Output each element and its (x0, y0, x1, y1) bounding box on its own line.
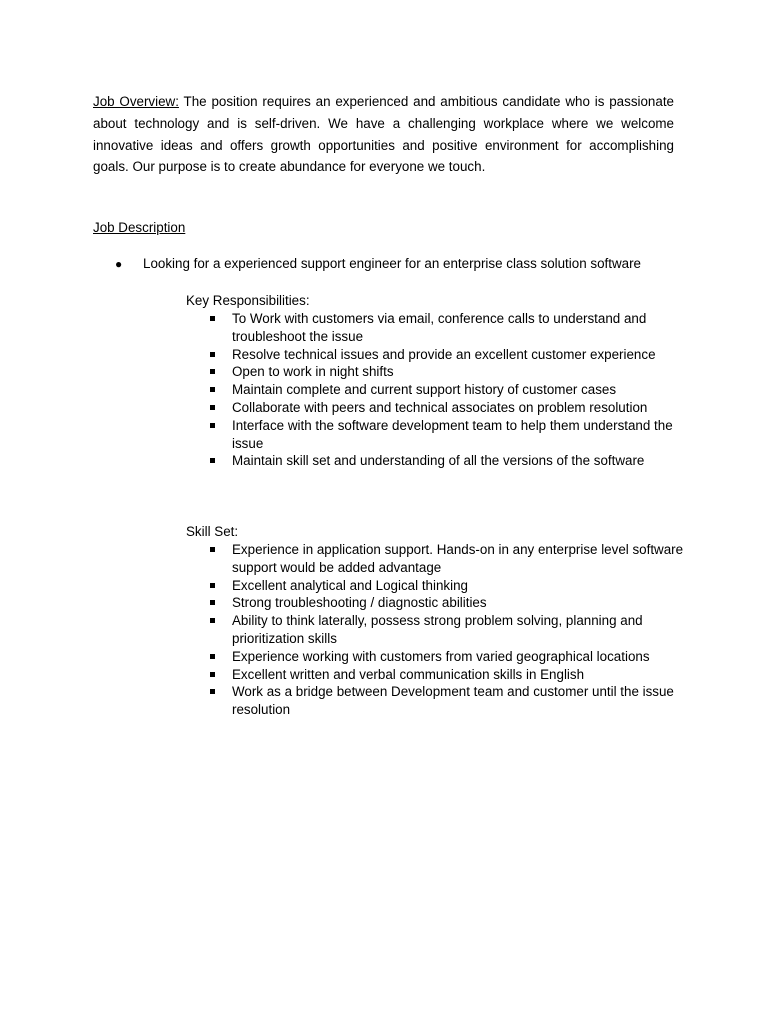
list-item-text: To Work with customers via email, conference calls to understand and troubleshoot the issue (232, 311, 647, 344)
square-bullet-icon (210, 583, 215, 588)
list-item-text: Excellent analytical and Logical thinking (232, 577, 468, 593)
list-item (186, 363, 686, 381)
list-item-text: Maintain skill set and understanding of all the versions of the software (232, 453, 645, 469)
list-item-text: Maintain complete and current support history of customer cases (232, 382, 617, 398)
square-bullet-icon (210, 405, 215, 410)
list-item (186, 666, 686, 684)
square-bullet-icon (210, 600, 215, 605)
job-description-bullet-text: Looking for a experienced support engineer for an enterprise class solution software (143, 256, 641, 271)
list-item (186, 452, 686, 470)
list-item (186, 399, 686, 417)
list-item-text: Interface with the software development team to help them understand the issue (232, 417, 673, 451)
job-description-bullet (115, 255, 683, 273)
list-item-text: Ability to think laterally, possess strong problem solving, planning and prioritization skills (232, 613, 643, 646)
list-item-text: Resolve technical issues and provide an excellent customer experience (232, 346, 656, 362)
list-item (186, 417, 686, 453)
list-item (186, 612, 686, 648)
bullet-dot-icon: ● (115, 257, 123, 271)
list-item (186, 346, 686, 364)
list-item-text: Excellent written and verbal communication skills in English (232, 666, 585, 682)
list-item (186, 381, 686, 399)
square-bullet-icon (210, 316, 215, 321)
job-overview-label: Job Overview: (93, 94, 179, 109)
list-item-text: Open to work in night shifts (232, 364, 394, 380)
job-description-heading: Job Description (93, 220, 186, 235)
list-item (186, 683, 686, 719)
list-item (186, 541, 686, 577)
list-item (186, 648, 686, 666)
key-responsibilities-heading: Key Responsibilities: (186, 293, 310, 308)
skill-set-list (186, 541, 686, 719)
list-item (186, 577, 686, 595)
square-bullet-icon (210, 458, 215, 463)
square-bullet-icon (210, 352, 215, 357)
list-item (186, 310, 686, 346)
square-bullet-icon (210, 369, 215, 374)
list-item-text: Experience working with customers from varied geographical locations (232, 648, 650, 664)
list-item-text: Strong troubleshooting / diagnostic abilities (232, 595, 487, 611)
square-bullet-icon (210, 654, 215, 659)
job-overview-text: The position requires an experienced and ambitious candidate who is passionate about technology and is self-driven. We have a challenging workplace where we welcome innovative ideas and offers growth opportunities and positive environment for accomplishing goals. Our purpose is to create abundance for everyone we touch. (93, 94, 674, 175)
list-item (186, 594, 686, 612)
square-bullet-icon (210, 672, 215, 677)
square-bullet-icon (210, 423, 215, 428)
square-bullet-icon (210, 618, 215, 623)
square-bullet-icon (210, 547, 215, 552)
square-bullet-icon (210, 689, 215, 694)
list-item-text: Work as a bridge between Development team and customer until the issue resolution (232, 684, 674, 718)
list-item-text: Collaborate with peers and technical associates on problem resolution (232, 399, 648, 415)
list-item-text: Experience in application support. Hands-on in any enterprise level software support would be added advantage (232, 542, 684, 575)
skill-set-heading: Skill Set: (186, 524, 239, 539)
job-overview-paragraph (93, 91, 674, 178)
key-responsibilities-list (186, 310, 686, 470)
square-bullet-icon (210, 387, 215, 392)
